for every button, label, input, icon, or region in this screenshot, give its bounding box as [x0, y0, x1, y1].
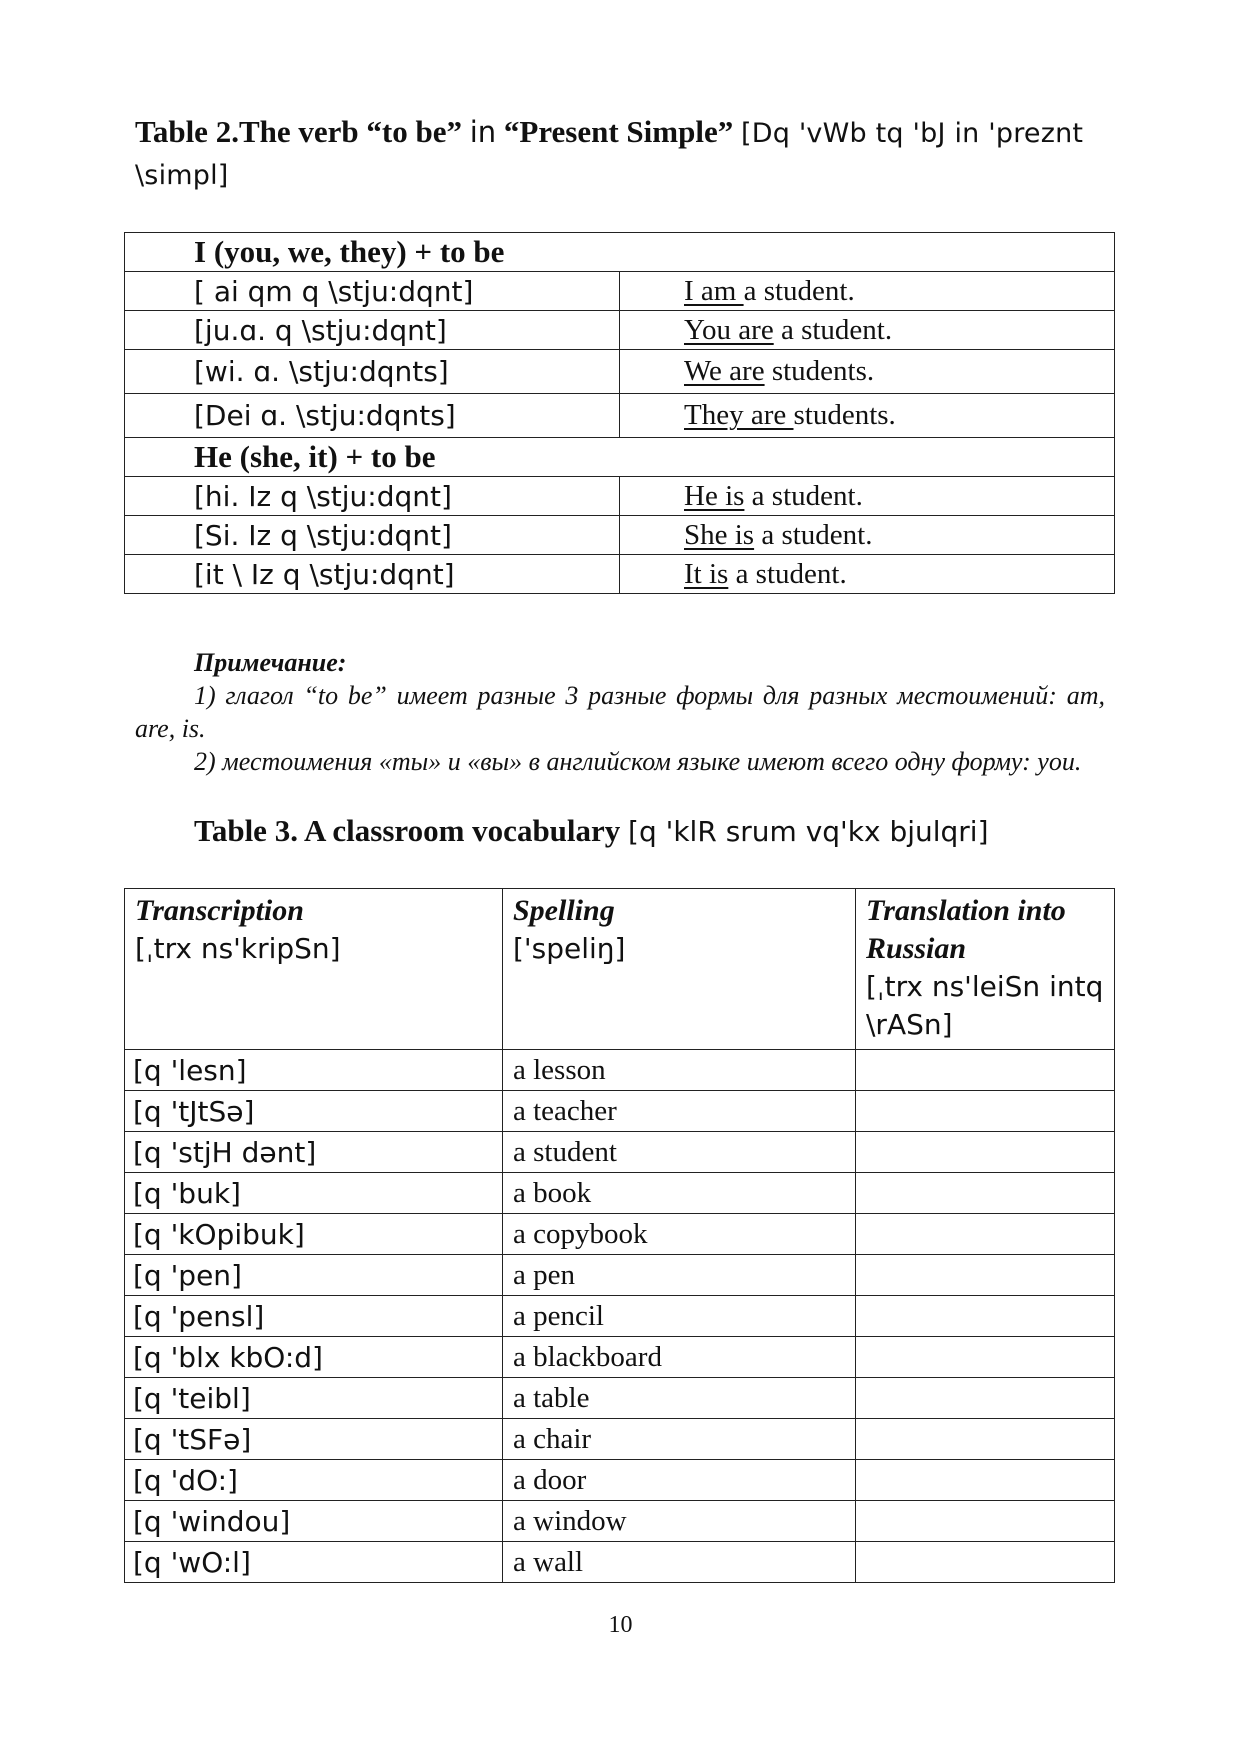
table2-title-transcription: [Dq 'vWb tq 'bJ in 'preznt \simpl]: [135, 118, 1084, 191]
translation-cell: [856, 1132, 1115, 1173]
table3-title: [194, 811, 1104, 852]
spelling-cell: a copybook: [503, 1214, 856, 1255]
table2-row: [125, 477, 1115, 516]
table3-title-main: Table 3. A classroom vocabulary: [194, 813, 621, 848]
transcription-cell: [q 'kOpibuk]: [125, 1214, 503, 1255]
translation-cell: [856, 1337, 1115, 1378]
translation-cell: [856, 1501, 1115, 1542]
spelling-cell: a wall: [503, 1542, 856, 1583]
table2-group2-header-row: [125, 438, 1115, 477]
transcription-cell: [q 'tSFə]: [125, 1419, 503, 1460]
subject-verb: We are: [684, 355, 765, 387]
spelling-cell: a pen: [503, 1255, 856, 1296]
table2-group1-header-row: [125, 233, 1115, 272]
translation-cell: [856, 1214, 1115, 1255]
page-number: 10: [608, 1612, 633, 1638]
spelling-cell: a window: [503, 1501, 856, 1542]
table2-transcription-cell: [ ai qm q \stju:dqnt]: [125, 272, 620, 311]
translation-cell: [856, 1173, 1115, 1214]
table-row: [125, 1214, 1115, 1255]
table-row: [125, 1378, 1115, 1419]
example-rest: a student.: [743, 274, 855, 307]
table2-row: [125, 350, 1115, 394]
header-transcription: [ˌtrx ns'leiSn intq \rASn]: [866, 970, 1104, 1041]
spelling-cell: a door: [503, 1460, 856, 1501]
table2-example-cell: [620, 350, 1115, 394]
table2-group2-header: He (she, it) + to be: [125, 438, 1115, 477]
table2-row: [125, 311, 1115, 350]
table2-row: [125, 394, 1115, 438]
translation-cell: [856, 1255, 1115, 1296]
table-row: [125, 1091, 1115, 1132]
subject-verb: She is: [684, 518, 755, 551]
transcription-cell: [q 'teibl]: [125, 1378, 503, 1419]
transcription-cell: [q 'buk]: [125, 1173, 503, 1214]
table3-header-cell: [503, 889, 856, 1050]
example-rest: a student.: [773, 313, 893, 346]
spelling-cell: a teacher: [503, 1091, 856, 1132]
header-transcription: [ˌtrx ns'kripSn]: [135, 932, 341, 965]
spelling-cell: a student: [503, 1132, 856, 1173]
transcription-cell: [q 'windou]: [125, 1501, 503, 1542]
table3-header-cell: [856, 889, 1115, 1050]
note-title: Примечание:: [194, 648, 347, 677]
header-title: Translation into Russian: [866, 894, 1066, 965]
table2-example-cell: [620, 311, 1115, 350]
table-row: [125, 1132, 1115, 1173]
table2-transcription-cell: [hi. Iz q \stju:dqnt]: [125, 477, 620, 516]
table2-group1-header: I (you, we, they) + to be: [125, 233, 1115, 272]
spelling-cell: a blackboard: [503, 1337, 856, 1378]
subject-verb: I am: [684, 274, 744, 307]
table-row: [125, 1337, 1115, 1378]
transcription-cell: [q 'pen]: [125, 1255, 503, 1296]
table-row: [125, 1542, 1115, 1583]
note-item: 1) глагол “to be” имеет разные 3 разные формы для разных местоимений: am, are, is.: [135, 681, 1105, 743]
table2-transcription-cell: [ju.ɑ. q \stju:dqnt]: [125, 311, 620, 350]
table3-title-transcription: [q 'klR srum vq'kx bjulqri]: [628, 815, 989, 848]
table2-example-cell: [620, 555, 1115, 594]
table2-transcription-cell: [wi. ɑ. \stju:dqnts]: [125, 350, 620, 394]
table2-title-tense: “Present Simple”: [503, 114, 734, 149]
header-title: Spelling: [513, 894, 615, 927]
transcription-cell: [q 'blx kbO:d]: [125, 1337, 503, 1378]
table2-row: [125, 516, 1115, 555]
note: [135, 646, 1105, 778]
translation-cell: [856, 1091, 1115, 1132]
example-rest: students.: [793, 399, 896, 431]
table-row: [125, 1501, 1115, 1542]
table-row: [125, 1173, 1115, 1214]
note-item: 2) местоимения «ты» и «вы» в английском языке имеют всего одну форму: you.: [194, 747, 1082, 776]
table3: [124, 888, 1115, 1583]
translation-cell: [856, 1460, 1115, 1501]
example-rest: students.: [764, 355, 875, 387]
header-transcription: ['speliŋ]: [513, 932, 626, 965]
subject-verb: It is: [684, 557, 729, 590]
transcription-cell: [q 'dO:]: [125, 1460, 503, 1501]
table2-transcription-cell: [Si. Iz q \stju:dqnt]: [125, 516, 620, 555]
spelling-cell: a book: [503, 1173, 856, 1214]
table2-example-cell: [620, 272, 1115, 311]
table2-example-cell: [620, 516, 1115, 555]
translation-cell: [856, 1419, 1115, 1460]
transcription-cell: [q 'lesn]: [125, 1050, 503, 1091]
header-title: Transcription: [135, 894, 304, 927]
transcription-cell: [q 'stjH dənt]: [125, 1132, 503, 1173]
table2: [124, 232, 1115, 594]
spelling-cell: a table: [503, 1378, 856, 1419]
transcription-cell: [q 'tJtSə]: [125, 1091, 503, 1132]
translation-cell: [856, 1542, 1115, 1583]
transcription-cell: [q 'wO:l]: [125, 1542, 503, 1583]
subject-verb: They are: [684, 399, 794, 431]
spelling-cell: a chair: [503, 1419, 856, 1460]
spelling-cell: a pencil: [503, 1296, 856, 1337]
example-rest: a student.: [744, 479, 863, 512]
subject-verb: You are: [684, 313, 774, 346]
table2-example-cell: [620, 394, 1115, 438]
table2-transcription-cell: [Dei ɑ. \stju:dqnts]: [125, 394, 620, 438]
table2-title-main: Table 2.The verb “to be”: [135, 114, 462, 149]
translation-cell: [856, 1296, 1115, 1337]
translation-cell: [856, 1050, 1115, 1091]
table3-header-row: [125, 889, 1115, 1050]
table2-title-in: in: [469, 115, 497, 149]
table3-header-cell: [125, 889, 503, 1050]
example-rest: a student.: [754, 518, 873, 551]
table-row: [125, 1419, 1115, 1460]
table-row: [125, 1460, 1115, 1501]
table2-row: [125, 555, 1115, 594]
subject-verb: He is: [684, 479, 745, 512]
transcription-cell: [q 'pensl]: [125, 1296, 503, 1337]
table2-row: [125, 272, 1115, 311]
table-row: [125, 1050, 1115, 1091]
table2-example-cell: [620, 477, 1115, 516]
table2-title: [135, 112, 1110, 196]
spelling-cell: a lesson: [503, 1050, 856, 1091]
table-row: [125, 1296, 1115, 1337]
example-rest: a student.: [728, 557, 847, 590]
table-row: [125, 1255, 1115, 1296]
translation-cell: [856, 1378, 1115, 1419]
table2-transcription-cell: [it \ Iz q \stju:dqnt]: [125, 555, 620, 594]
